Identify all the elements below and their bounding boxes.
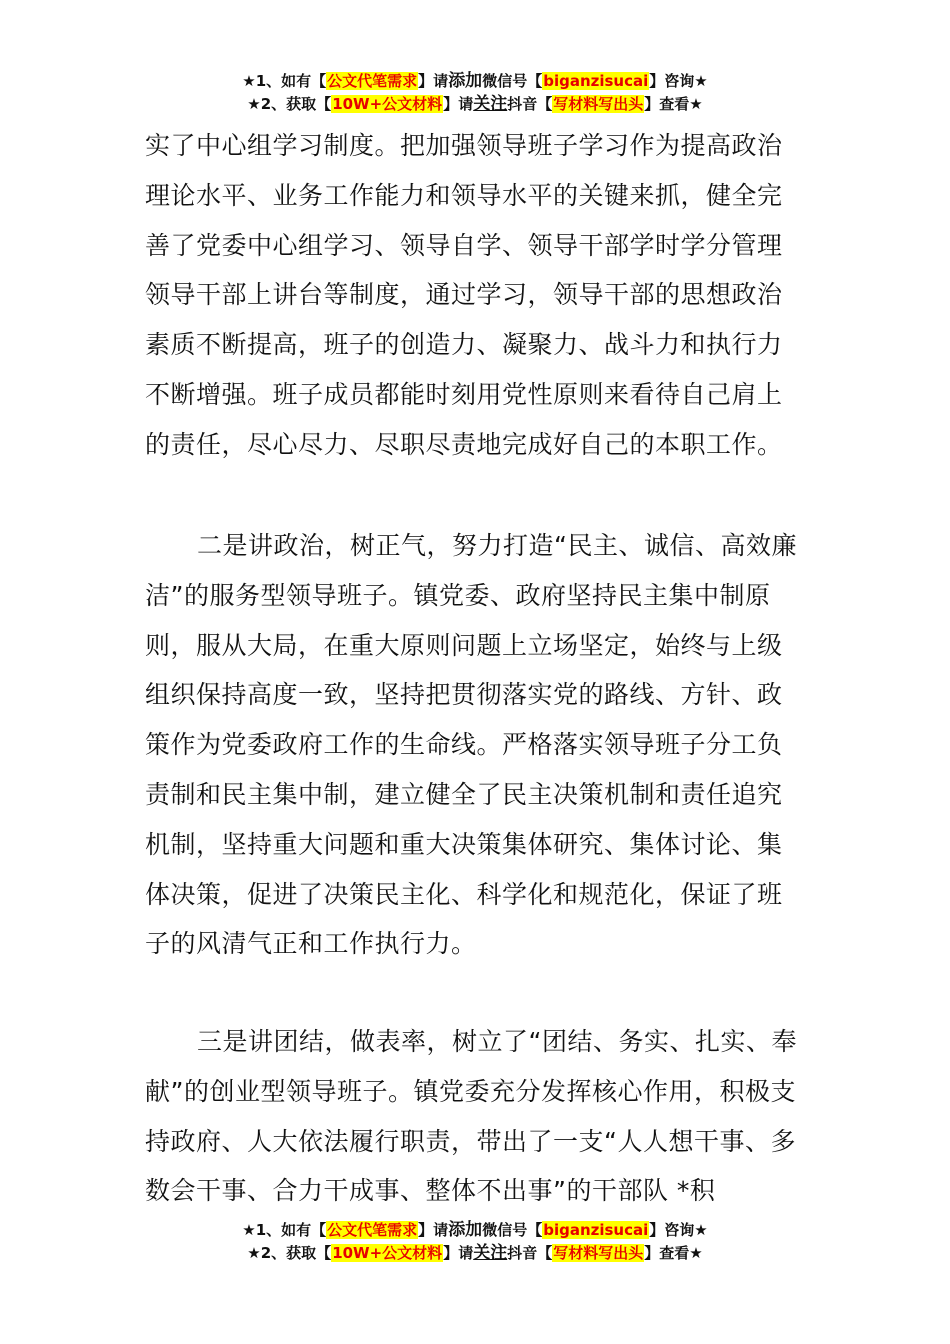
banner-text: 抖音【: [507, 1244, 553, 1262]
paragraph-3: [145, 1017, 807, 1216]
highlight-materials: 10W+公文材料: [332, 1244, 443, 1262]
banner-text: ★1、如有【: [242, 72, 327, 90]
banner-text: 】查看★: [644, 95, 703, 113]
paragraph-text: 二是讲政治，树正气，努力打造“民主、诚信、高效廉洁”的服务型领导班子。镇党委、政府坚持民主集中制原则，服从大局，在重大原则问题上立场坚定，始终与上级组织保持高度一致，坚持把贯彻落实党的路线、方针、政策作为党委政府工作的生命线。严格落实领导班子分工负责制和民主集中制，建立健全了民主决策机制和责任追究机制，坚持重大问题和重大决策集体研究、集体讨论、集体决策，促进了决策民主化、科学化和规范化，保证了班子的风清气正和工作执行力。: [145, 531, 797, 959]
banner-line-2: [0, 93, 950, 116]
highlight-douyin-account: 写材料写出头: [553, 95, 644, 113]
banner-text: 关注: [473, 1243, 508, 1263]
paragraph-text: 实了中心组学习制度。把加强领导班子学习作为提高政治理论水平、业务工作能力和领导水平的关键来抓，健全完善了党委中心组学习、领导自学、领导干部学时学分管理领导干部上讲台等制度，通过学习，领导干部的思想政治素质不断提高，班子的创造力、凝聚力、战斗力和执行力不断增强。班子成员都能时刻用党性原则来看待自己肩上的责任，尽心尽力、尽职尽责地完成好自己的本职工作。: [145, 131, 783, 459]
banner-text: 】请: [418, 1221, 449, 1239]
bottom-banner: [0, 1219, 950, 1265]
banner-text: ★2、获取【: [247, 1244, 332, 1262]
paragraph-2: [145, 521, 807, 969]
banner-text: 关注: [473, 94, 508, 114]
banner-text: 】咨询★: [649, 1221, 708, 1239]
banner-text: 微信号【: [482, 72, 543, 90]
banner-text: 添加: [448, 71, 483, 91]
banner-text: ★2、获取【: [247, 95, 332, 113]
banner-text: 】查看★: [644, 1244, 703, 1262]
highlight-wechat-id: biganzisucai: [543, 1221, 649, 1239]
top-banner: [0, 70, 950, 116]
banner-line-1: [0, 70, 950, 93]
banner-text: 添加: [448, 1220, 483, 1240]
banner-line-2: [0, 1242, 950, 1265]
banner-line-1: [0, 1219, 950, 1242]
banner-text: 】咨询★: [649, 72, 708, 90]
banner-text: 】请: [418, 72, 449, 90]
highlight-douyin-account: 写材料写出头: [553, 1244, 644, 1262]
banner-text: 微信号【: [482, 1221, 543, 1239]
highlight-wechat-id: biganzisucai: [543, 72, 649, 90]
highlight-materials: 10W+公文材料: [332, 95, 443, 113]
highlight-service: 公文代笔需求: [327, 1221, 418, 1239]
banner-text: 抖音【: [507, 95, 553, 113]
highlight-service: 公文代笔需求: [327, 72, 418, 90]
banner-text: 】请: [443, 1244, 474, 1262]
paragraph-text: 三是讲团结，做表率，树立了“团结、务实、扎实、奉献”的创业型领导班子。镇党委充分发挥核心作用，积极支持政府、人大依法履行职责，带出了一支“人人想干事、多数会干事、合力干成事、整体不出事”的干部队 *积: [145, 1027, 797, 1206]
banner-text: 】请: [443, 95, 474, 113]
banner-text: ★1、如有【: [242, 1221, 327, 1239]
paragraph-1: [145, 121, 807, 470]
